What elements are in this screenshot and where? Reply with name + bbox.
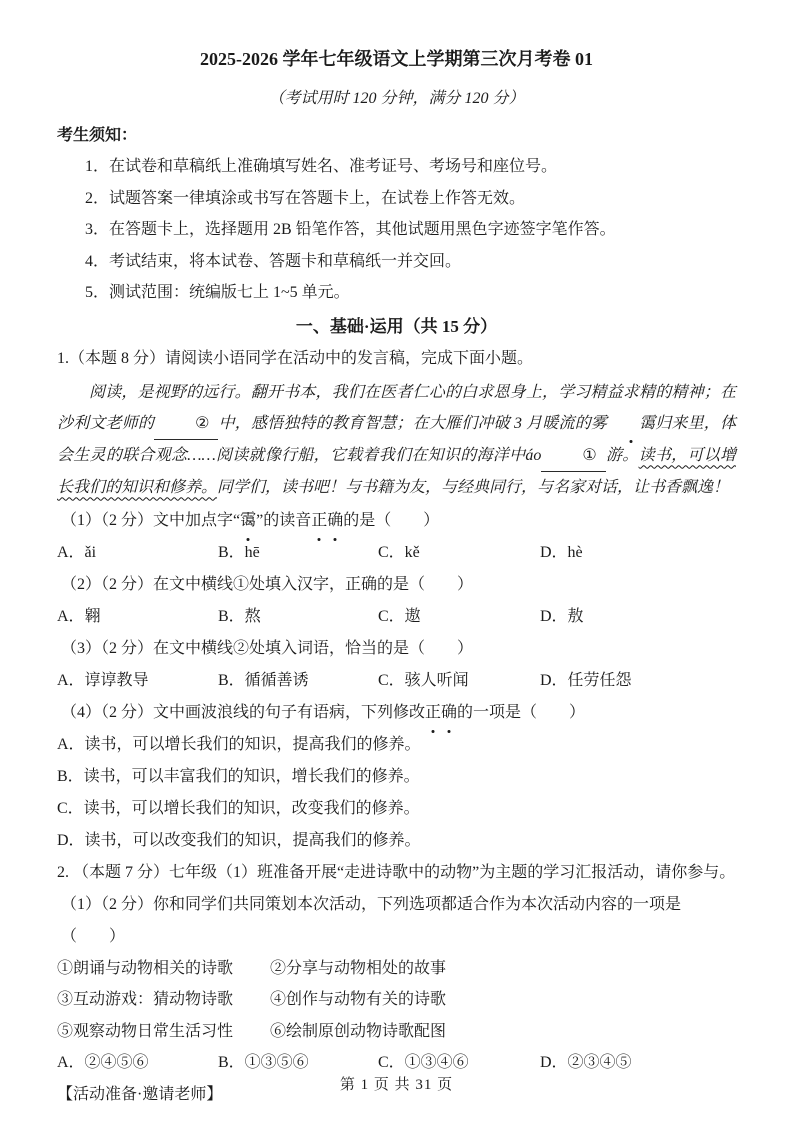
question-1-intro: 1.（本题 8 分）请阅读小语同学在活动中的发言稿，完成下面小题。 [57, 349, 534, 367]
q2-sub1-stem: （1）（2 分）你和同学们共同策划本次活动，下列选项都适合作为本次活动内容的一项是（ ） [61, 895, 682, 945]
exam-duration-subtitle: （考试用时 120 分钟，满分 120 分） [268, 90, 525, 107]
section-heading: 一、基础·运用（共 15 分） [295, 316, 498, 336]
notice-item-1: 1．在试卷和草稿纸上准确填写姓名、准考证号、考场号和座位号。 [85, 158, 558, 175]
option-d: D．②③④⑤ [540, 1054, 632, 1071]
option-c: C．kě [378, 543, 420, 561]
activity-item-5: ⑤观察动物日常生活习性 [57, 1022, 234, 1040]
activity-item-3: ③互动游戏：猜动物诗歌 [57, 991, 234, 1008]
notice-heading: 考生须知： [57, 127, 138, 144]
q2-item-row-3 [57, 1016, 736, 1048]
notice-item-5: 5．测试范围：统编版七上 1~5 单元。 [85, 284, 350, 301]
notice-item-3: 3．在答题卡上，选择题用 2B 铅笔作答，其他试题用黑色字迹签字笔作答。 [85, 221, 616, 238]
question-2-intro: 2. （本题 7 分）七年级（1）班准备开展“走进诗歌中的动物”为主题的学习汇报活动，请你参与。 [57, 863, 736, 881]
activity-item-6: ⑥绘制原创动物诗歌配图 [270, 1022, 447, 1040]
notice-item-4: 4．考试结束，将本试卷、答题卡和草稿纸一并交回。 [85, 252, 462, 270]
q2-item-row-2 [57, 984, 736, 1016]
q1-sub1-stem: （1）（2 分）文中加点字“霭”的读音正确的是（ ） [57, 505, 736, 537]
option-a: A．谆谆教导 [57, 671, 149, 689]
option-b: B．①③⑤⑥ [218, 1054, 309, 1071]
q1-sub3-stem: （3）（2 分）在文中横线②处填入词语，恰当的是（ ） [61, 639, 474, 657]
option-a: A．翱 [57, 607, 101, 625]
q1-sub3-options [57, 665, 736, 697]
q1-sub4-option-a: A．读书，可以增长我们的知识，提高我们的修养。 [57, 735, 421, 753]
activity-bracket-heading: 【活动准备·邀请老师】 [57, 1086, 223, 1103]
q1-sub4-option-c: C．读书，可以增长我们的知识，改变我们的修养。 [57, 799, 420, 817]
option-d: D．任劳任怨 [540, 671, 632, 689]
option-b: B．循循善诱 [218, 671, 309, 689]
option-b: B．hē [218, 543, 260, 561]
option-c: C．遨 [378, 607, 421, 625]
q1-sub4-option-d: D．读书，可以改变我们的知识，提高我们的修养。 [57, 831, 421, 849]
q1-sub1-options [57, 537, 736, 569]
q1-sub2-options [57, 601, 736, 633]
option-a: A．ǎi [57, 543, 97, 561]
option-d: D．敖 [540, 607, 584, 625]
activity-item-1: ①朗诵与动物相关的诗歌 [57, 959, 234, 977]
q1-sub4-option-b: B．读书，可以丰富我们的知识，增长我们的修养。 [57, 767, 420, 785]
page-title: 2025-2026 学年七年级语文上学期第三次月考卷 01 [200, 49, 593, 69]
option-a: A．②④⑤⑥ [57, 1054, 149, 1071]
option-b: B．熬 [218, 607, 261, 625]
q1-sub2-stem: （2）（2 分）在文中横线①处填入汉字，正确的是（ ） [61, 575, 474, 593]
notice-item-2: 2．试题答案一律填涂或书写在答题卡上，在试卷上作答无效。 [85, 189, 526, 207]
option-d: D．hè [540, 543, 583, 561]
option-c: C．骇人听闻 [378, 671, 469, 689]
q1-sub4-stem: （4）（2 分）文中画波浪线的句子有语病，下列修改正确的一项是（ ） [57, 697, 736, 729]
q2-item-row-1 [57, 953, 736, 985]
page-number-footer: 第 1 页 共 31 页 [339, 1077, 454, 1093]
activity-item-4: ④创作与动物有关的诗歌 [270, 991, 447, 1008]
option-c: C．①③④⑥ [378, 1054, 469, 1071]
activity-item-2: ②分享与动物相处的故事 [270, 959, 447, 977]
reading-passage: 阅读，是视野的远行。翻开书本，我们在医者仁心的白求恩身上，学习精益求精的精神；在沙利文老师的 ② 中，感悟独特的教育智慧；在大雁们冲破 3 月暖流的雾 霭归来里，体会生灵的联合观念……阅读就像行船，它载着我们在知识的海洋中áo ① 游。读书，可以增长我们的知识和修养。同学们，读书吧！与书籍为友，与经典同行，与名家对话，让书香飘逸！ [57, 383, 736, 496]
